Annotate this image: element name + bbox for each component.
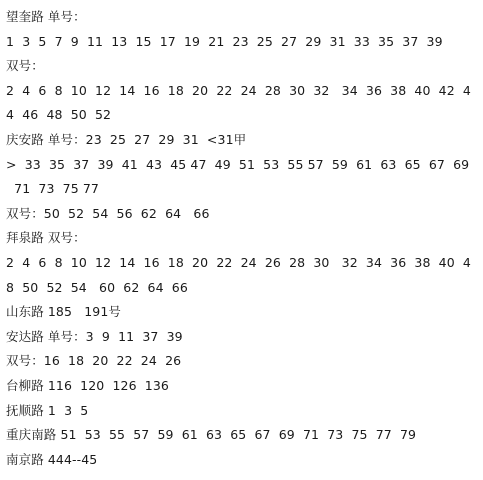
text-line-fushun-road: 抚顺路 1 3 5 [6, 402, 89, 418]
text-line-qingan-road-odd-cont: > 33 35 37 39 41 43 45 47 49 51 53 55 57 59 61 63 65 67 69 [6, 156, 470, 172]
text-line-baiquan-road-even-numbers: 2 4 6 8 10 12 14 16 18 20 22 24 26 28 30 32 34 36 38 40 4 [6, 254, 471, 270]
street-number-list [6, 5, 481, 472]
text-line-wangkui-road-odd-numbers: 1 3 5 7 9 11 13 15 17 19 21 23 25 27 29 31 33 35 37 39 [6, 33, 443, 49]
text-line-qingan-road-odd-cont-2: 71 73 75 77 [6, 181, 99, 197]
text-line-anda-road-odd: 安达路 单号：3 9 11 37 39 [6, 328, 183, 344]
text-line-wangkui-road-odd-heading: 望奎路 单号： [6, 9, 86, 24]
text-line-wangkui-road-even-heading: 双号： [6, 58, 44, 74]
text-line-wangkui-road-even-numbers-cont: 4 46 48 50 52 [6, 107, 112, 123]
text-line-baiquan-road-even-numbers-cont: 8 50 52 54 60 62 64 66 [6, 279, 188, 295]
text-line-baiquan-road-even-heading: 拜泉路 双号： [6, 230, 86, 246]
text-line-anda-road-even: 双号：16 18 20 22 24 26 [6, 353, 182, 369]
text-line-qingan-road-odd: 庆安路 单号：23 25 27 29 31 <31甲 [6, 131, 247, 147]
text-line-wangkui-road-even-numbers: 2 4 6 8 10 12 14 16 18 20 22 24 28 30 32 34 36 38 40 42 4 [6, 82, 471, 98]
text-line-nanjing-road: 南京路 444--45 [6, 451, 98, 467]
text-line-chongqing-south-road: 重庆南路 51 53 55 57 59 61 63 65 67 69 71 73 75 77 79 [6, 427, 417, 443]
text-line-qingan-road-even: 双号：50 52 54 56 62 64 66 [6, 205, 210, 221]
text-line-shandong-road: 山东路 185 191号 [6, 304, 122, 320]
text-line-tailiu-road: 台柳路 116 120 126 136 [6, 377, 169, 393]
